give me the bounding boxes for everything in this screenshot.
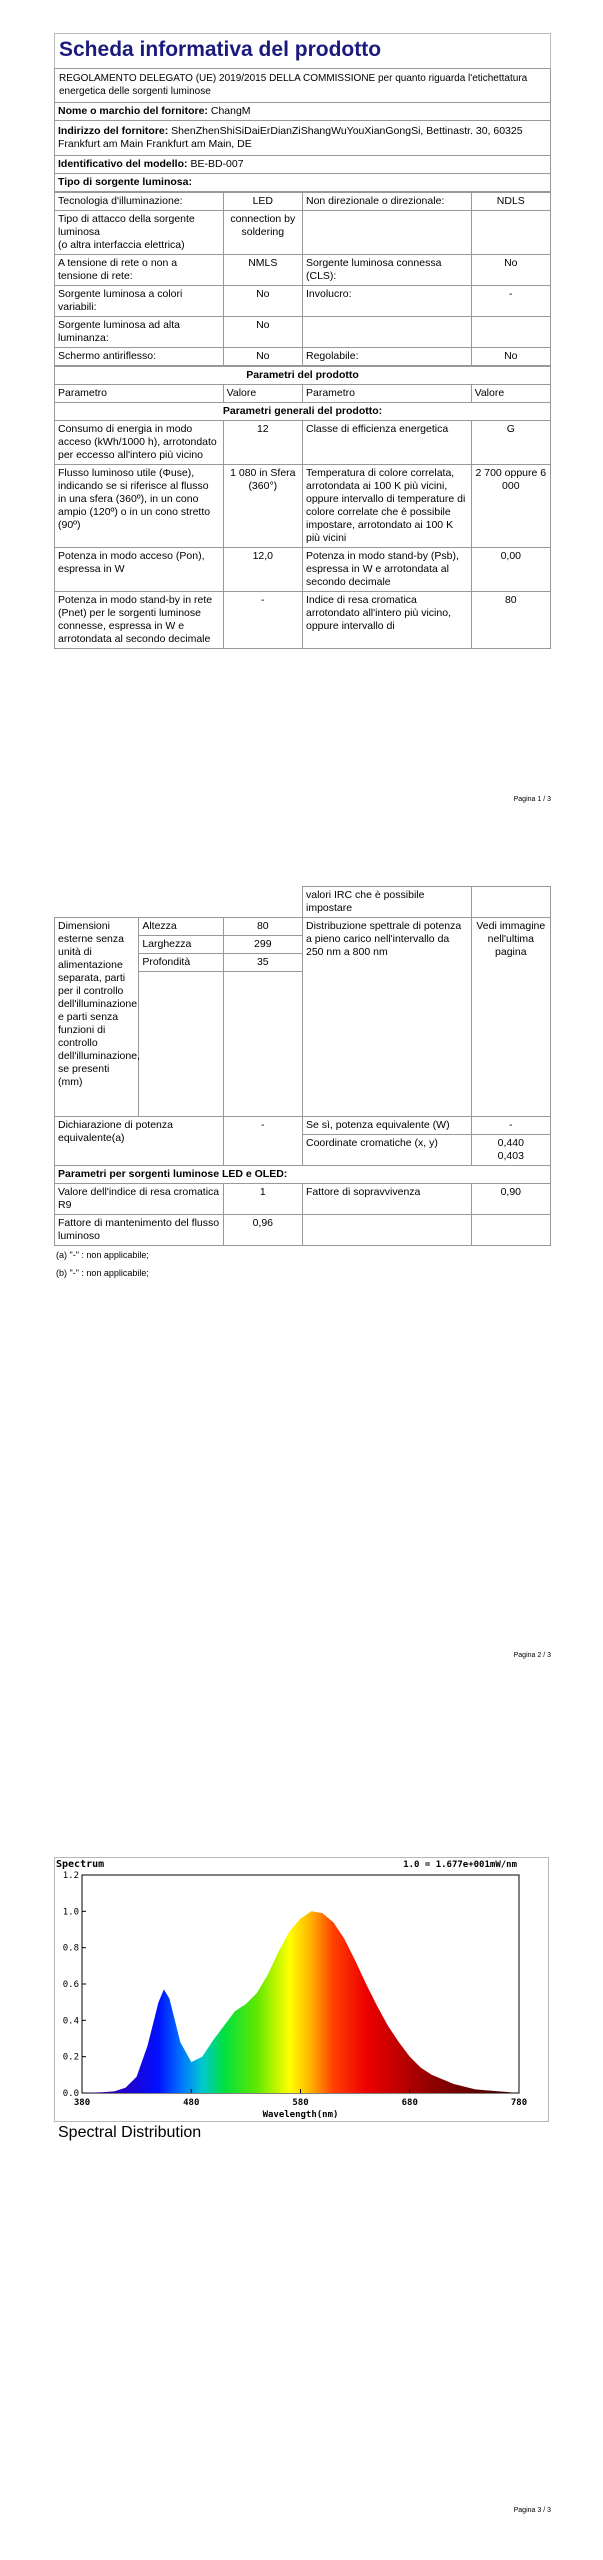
y-tick-label: 0.4 bbox=[62, 2016, 79, 2027]
page-number-3: Pagina 3 / 3 bbox=[513, 2507, 551, 2514]
page-1 bbox=[54, 33, 551, 649]
source-prop-row bbox=[55, 193, 551, 211]
param-label: Consumo di energia in modo acceso (kWh/1000 h), arrotondato per eccesso all'intero più vicino bbox=[55, 421, 224, 465]
source-prop-row bbox=[55, 317, 551, 348]
prop-value: NMLS bbox=[223, 255, 302, 286]
prop-label: Sorgente luminosa ad alta luminanza: bbox=[55, 317, 224, 348]
prop-value: No bbox=[223, 348, 302, 366]
prop-label: Regolabile: bbox=[302, 348, 471, 366]
dim-name: Larghezza bbox=[139, 936, 223, 954]
dim-value: 35 bbox=[223, 954, 302, 972]
prop-value: No bbox=[471, 348, 550, 366]
y-tick-label: 1.2 bbox=[62, 1871, 79, 1881]
param-value: 2 700 oppure 6 000 bbox=[471, 465, 550, 548]
param-value: 12 bbox=[223, 421, 302, 465]
prop-label: A tensione di rete o non a tensione di rete: bbox=[55, 255, 224, 286]
prop-value: NDLS bbox=[471, 193, 550, 211]
prop-value: connection by soldering bbox=[223, 211, 302, 255]
param-value: G bbox=[471, 421, 550, 465]
x-tick-label: 380 bbox=[73, 2098, 91, 2108]
source-prop-row bbox=[55, 286, 551, 317]
general-param-row bbox=[55, 465, 551, 548]
general-param-row bbox=[55, 592, 551, 649]
prop-value: LED bbox=[223, 193, 302, 211]
general-param-row bbox=[55, 548, 551, 592]
footnote-a: (a) "-" : non applicabile; bbox=[56, 1250, 149, 1260]
param-label: Temperatura di colore correlata, arrotondata ai 100 K più vicini, oppure intervallo di temperature di colore correlate che è possibile impostare, arrotondato ai 100 K più vicini bbox=[302, 465, 471, 548]
prop-label bbox=[302, 211, 471, 255]
regulation-text: REGOLAMENTO DELEGATO (UE) 2019/2015 DELLA COMMISSIONE per quanto riguarda l'etichettatura energetica delle sorgenti luminose bbox=[55, 69, 551, 103]
x-tick-label: 780 bbox=[510, 2098, 528, 2108]
page-title: Scheda informativa del prodotto bbox=[54, 33, 551, 68]
cri-continuation: valori IRC che è possibile impostare bbox=[302, 887, 471, 918]
maint-value: 0,96 bbox=[223, 1215, 302, 1246]
r9-value: 1 bbox=[223, 1184, 302, 1215]
prop-value: No bbox=[223, 317, 302, 348]
chart-title: Spectrum bbox=[56, 1859, 105, 1870]
supplier-address: ShenZhenShiSiDaiErDianZiShangWuYouXianGongSi, Bettinastr. 30, 60325 Frankfurt am Main Frankfurt am Main, DE bbox=[58, 125, 523, 150]
page-number-2: Pagina 2 / 3 bbox=[513, 1652, 551, 1659]
dim-name: Altezza bbox=[139, 918, 223, 936]
equiv-power-value: - bbox=[471, 1117, 550, 1135]
prop-label bbox=[302, 317, 471, 348]
param-value: 1 080 in Sfera (360°) bbox=[223, 465, 302, 548]
prop-label: Involucro: bbox=[302, 286, 471, 317]
y-tick-label: 0.0 bbox=[62, 2089, 79, 2099]
dim-name: Profondità bbox=[139, 954, 223, 972]
param-label: Potenza in modo acceso (Pon), espressa in W bbox=[55, 548, 224, 592]
supplier-address-label: Indirizzo del fornitore: bbox=[58, 125, 169, 137]
prop-label: Non direzionale o direzionale: bbox=[302, 193, 471, 211]
equiv-value: - bbox=[223, 1117, 302, 1166]
page-2 bbox=[54, 886, 551, 1282]
spectral-value: Vedi immagine nell'ultima pagina bbox=[471, 918, 550, 1117]
param-label: Flusso luminoso utile (Φuse), indicando se si riferisce al flusso in una sfera (360º), in un cono ampio (120º) o in un cono stretto (90º) bbox=[55, 465, 224, 548]
page-number-1: Pagina 1 / 3 bbox=[513, 796, 551, 803]
equiv-label: Dichiarazione di potenza equivalente(a) bbox=[55, 1117, 224, 1166]
param-value: - bbox=[223, 592, 302, 649]
dim-value: 299 bbox=[223, 936, 302, 954]
dim-value: 80 bbox=[223, 918, 302, 936]
spectral-label: Distribuzione spettrale di potenza a pieno carico nell'intervallo da 250 nm a 800 nm bbox=[302, 918, 471, 1117]
maint-label: Fattore di mantenimento del flusso luminoso bbox=[55, 1215, 224, 1246]
param-value: 0,00 bbox=[471, 548, 550, 592]
survival-label: Fattore di sopravvivenza bbox=[302, 1184, 471, 1215]
prop-label: Tecnologia d'illuminazione: bbox=[55, 193, 224, 211]
chart-caption: Spectral Distribution bbox=[58, 2124, 202, 2141]
prop-value: - bbox=[471, 286, 550, 317]
product-params-table bbox=[54, 366, 551, 649]
dims-label: Dimensioni esterne senza unità di alimentazione separata, parti per il controllo dell'illuminazione e parti senza funzioni di controllo dell'illuminazione, se presenti (mm) bbox=[55, 918, 139, 1117]
model-row bbox=[55, 156, 551, 174]
footnote-b: (b) "-" : non applicabile; bbox=[56, 1268, 149, 1278]
dims-table bbox=[54, 886, 551, 1246]
y-tick-label: 0.8 bbox=[62, 1943, 79, 1954]
source-prop-row bbox=[55, 255, 551, 286]
param-label: Potenza in modo stand-by (Psb), espressa in W e arrotondata al secondo decimale bbox=[302, 548, 471, 592]
spectrum-svg bbox=[54, 1845, 549, 2123]
y-tick-label: 0.2 bbox=[62, 2052, 79, 2063]
x-tick-label: 580 bbox=[292, 2098, 309, 2108]
supplier-address-row bbox=[55, 121, 551, 156]
y-tick-label: 0.6 bbox=[62, 1980, 79, 1990]
prop-value: No bbox=[471, 255, 550, 286]
x-axis-label: Wavelength(nm) bbox=[262, 2110, 339, 2120]
general-params-title: Parametri generali del prodotto: bbox=[55, 403, 551, 421]
param-value: 12,0 bbox=[223, 548, 302, 592]
y-tick-label: 1.0 bbox=[62, 1907, 79, 1918]
prop-label: Tipo di attacco della sorgente luminosa (o altra interfaccia elettrica) bbox=[55, 211, 224, 255]
spectrum-chart bbox=[54, 1845, 549, 2128]
source-type-label: Tipo di sorgente luminosa: bbox=[55, 174, 551, 192]
col-param-2: Parametro bbox=[302, 385, 471, 403]
param-label: Classe di efficienza energetica bbox=[302, 421, 471, 465]
source-prop-row bbox=[55, 348, 551, 366]
supplier-name-label: Nome o marchio del fornitore: bbox=[58, 105, 208, 117]
chroma-value: 0,440 0,403 bbox=[471, 1135, 550, 1166]
general-param-row bbox=[55, 421, 551, 465]
param-value: 80 bbox=[471, 592, 550, 649]
product-params-title: Parametri del prodotto bbox=[55, 367, 551, 385]
col-param-1: Parametro bbox=[55, 385, 224, 403]
supplier-name-row bbox=[55, 103, 551, 121]
param-label: Potenza in modo stand-by in rete (Pnet) per le sorgenti luminose connesse, espressa in W e arrotondata al secondo decimale bbox=[55, 592, 224, 649]
led-params-title: Parametri per sorgenti luminose LED e OLED: bbox=[55, 1166, 551, 1184]
footnotes bbox=[54, 1246, 551, 1282]
r9-label: Valore dell'indice di resa cromatica R9 bbox=[55, 1184, 224, 1215]
prop-value bbox=[471, 317, 550, 348]
supplier-name: ChangM bbox=[210, 105, 251, 117]
equiv-power-label: Se sì, potenza equivalente (W) bbox=[302, 1117, 471, 1135]
source-props-table bbox=[54, 192, 551, 366]
model-id: BE-BD-007 bbox=[190, 158, 244, 170]
x-tick-label: 480 bbox=[183, 2098, 200, 2108]
col-value-2: Valore bbox=[471, 385, 550, 403]
prop-label: Schermo antiriflesso: bbox=[55, 348, 224, 366]
x-tick-label: 680 bbox=[401, 2098, 418, 2108]
prop-value bbox=[471, 211, 550, 255]
prop-value: No bbox=[223, 286, 302, 317]
scale-note: 1.0 = 1.677e+001mW/nm bbox=[403, 1860, 517, 1870]
survival-value: 0,90 bbox=[471, 1184, 550, 1215]
model-label: Identificativo del modello: bbox=[58, 158, 188, 170]
header-table bbox=[54, 68, 551, 192]
param-label: Indice di resa cromatica arrotondato all'intero più vicino, oppure intervallo di bbox=[302, 592, 471, 649]
source-prop-row bbox=[55, 211, 551, 255]
prop-label: Sorgente luminosa a colori variabili: bbox=[55, 286, 224, 317]
col-value-1: Valore bbox=[223, 385, 302, 403]
chroma-label: Coordinate cromatiche (x, y) bbox=[302, 1135, 471, 1166]
prop-label: Sorgente luminosa connessa (CLS): bbox=[302, 255, 471, 286]
